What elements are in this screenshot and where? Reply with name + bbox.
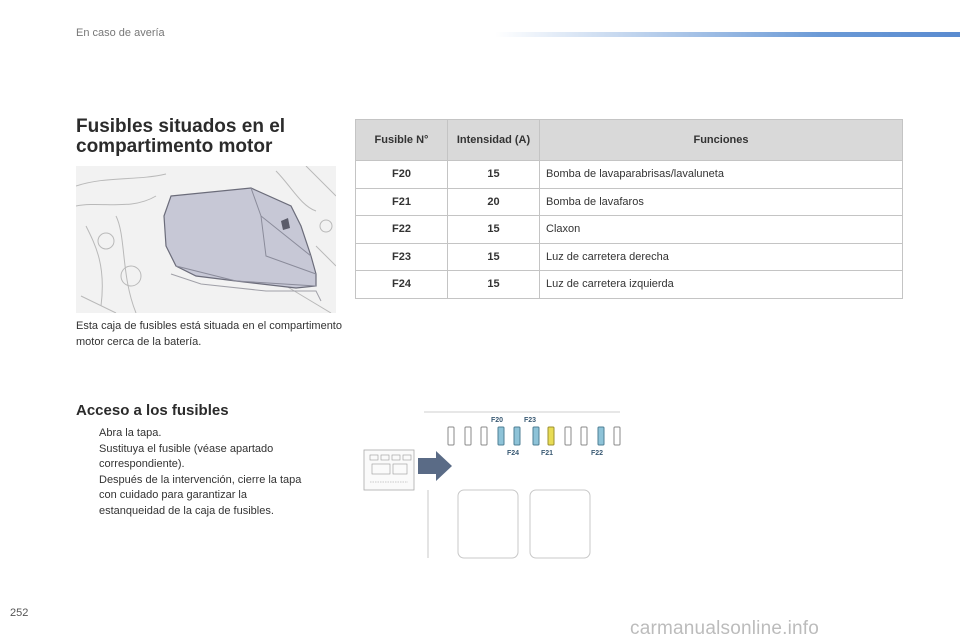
relay-outline <box>458 490 518 558</box>
page-number: 252 <box>10 607 29 619</box>
header-current: Intensidad (A) <box>448 120 540 161</box>
fusebox-location-caption: Esta caja de fusibles está situada en el compartimento motor cerca de la batería. <box>76 320 342 348</box>
function-cell: Bomba de lavafaros <box>540 188 903 216</box>
function-cell: Claxon <box>540 216 903 244</box>
fusebox-diagram <box>362 410 622 560</box>
step-text: Abra la tapa. <box>99 427 162 439</box>
function-cell: Luz de carretera derecha <box>540 243 903 271</box>
current-cell: 15 <box>448 161 540 189</box>
table-row <box>356 188 903 216</box>
engine-fusebox-photo <box>76 166 336 313</box>
fuse-number-cell: F24 <box>356 271 448 299</box>
list-item <box>76 426 316 442</box>
table-row <box>356 216 903 244</box>
fuse-number-cell: F21 <box>356 188 448 216</box>
fuse-f21 <box>548 427 554 445</box>
table-row <box>356 243 903 271</box>
header-gradient-bar <box>495 32 960 37</box>
fuse-number-cell: F20 <box>356 161 448 189</box>
current-cell: 15 <box>448 216 540 244</box>
label-f24: F24 <box>507 450 520 457</box>
page-title: Fusibles situados en el compartimento motor <box>76 116 286 157</box>
arrow-right-icon <box>418 451 452 481</box>
header-section-title: En caso de avería <box>76 27 165 39</box>
watermark: carmanualsonline.info <box>630 618 820 639</box>
table-row <box>356 161 903 189</box>
function-cell: Bomba de lavaparabrisas/lavaluneta <box>540 161 903 189</box>
label-f20: F20 <box>491 417 504 424</box>
fusebox-overview <box>364 450 414 490</box>
header-functions: Funciones <box>540 120 903 161</box>
label-f23: F23 <box>524 417 537 424</box>
fuse-number-cell: F23 <box>356 243 448 271</box>
current-cell: 20 <box>448 188 540 216</box>
access-steps-list <box>76 426 316 519</box>
table-row <box>356 271 903 299</box>
current-cell: 15 <box>448 243 540 271</box>
header-fuse-number: Fusible N° <box>356 120 448 161</box>
fuse-number-cell: F22 <box>356 216 448 244</box>
fuse-f23 <box>533 427 539 445</box>
fuse-slots <box>448 427 620 445</box>
label-f22: F22 <box>591 450 604 457</box>
table-header-row <box>356 120 903 161</box>
fuse-f20 <box>514 427 520 445</box>
fuse-f22 <box>598 427 604 445</box>
step-text: Después de la intervención, cierre la tapa con cuidado para garantizar la estanqueidad de la caja de fusibles. <box>99 473 302 517</box>
list-item <box>76 473 316 520</box>
label-f21: F21 <box>541 450 554 457</box>
step-text: Sustituya el fusible (véase apartado correspondiente). <box>99 442 274 470</box>
function-cell: Luz de carretera izquierda <box>540 271 903 299</box>
fuse-f24 <box>498 427 504 445</box>
current-cell: 15 <box>448 271 540 299</box>
access-section-title: Acceso a los fusibles <box>76 402 229 419</box>
relay-outline <box>530 490 590 558</box>
list-item <box>76 442 316 473</box>
fuse-table <box>355 119 903 299</box>
